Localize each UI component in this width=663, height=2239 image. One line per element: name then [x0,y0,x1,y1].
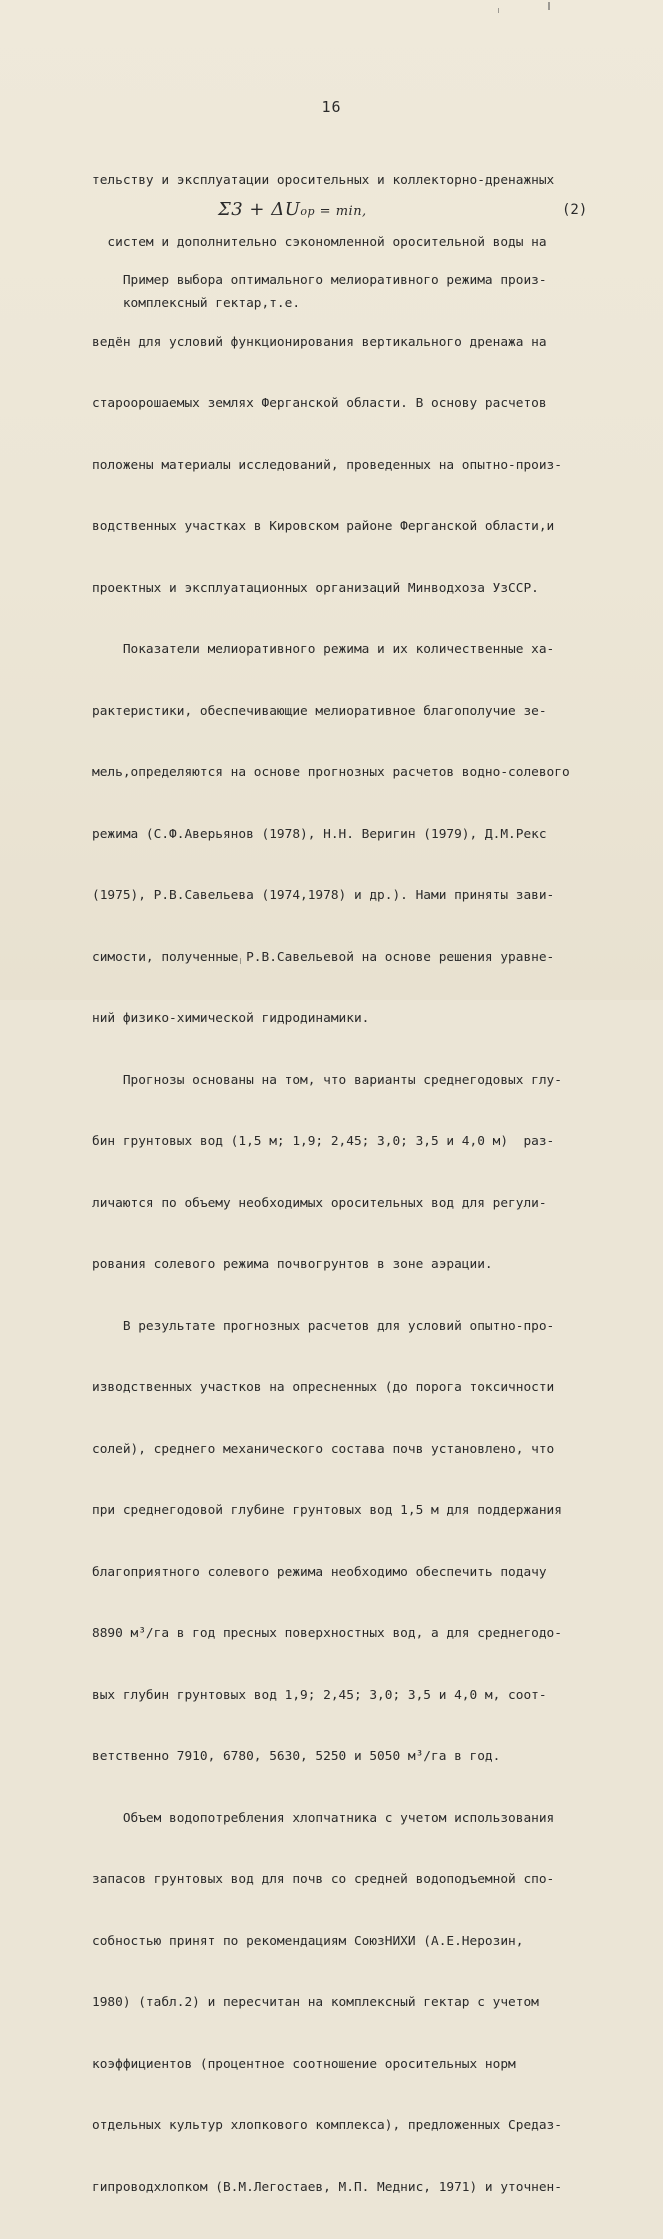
text-line: Прогнозы основаны на том, что варианты среднегодовых глу- [92,1072,562,1088]
text-line: вых глубин грунтовых вод 1,9; 2,45; 3,0; 3,5 и 4,0 м, соот- [92,1687,547,1703]
text-line: запасов грунтовых вод для почв со средней водоподъемной спо- [92,1872,555,1887]
text-line: мель,определяются на основе прогнозных расчетов водно-солевого [92,765,570,780]
text-line: бин грунтовых вод (1,5 м; 1,9; 2,45; 3,0; 3,5 и 4,0 м) раз- [92,1134,555,1149]
formula [218,199,367,220]
formula-tail: = min, [315,204,367,219]
formula-main: Σ3 + ΔU [218,199,301,220]
text-line: В результате прогнозных расчетов для условий опытно-про- [92,1318,555,1334]
text-line: тельству и эксплуатации оросительных и коллекторно-дренажных [92,173,555,188]
text-line: собностью принят по рекомендациям СоюзНИХИ (А.Е.Нерозин, [92,1933,524,1949]
text-line: положены материалы исследований, проведенных на опытно-произ- [92,457,562,473]
text-line: симости, полученные Р.В.Савельевой на основе решения уравне- [92,949,555,965]
text-line: ветственно 7910, 6780, 5630, 5250 и 5050 м³/га в год. [92,1749,501,1764]
text-line: 1980) (табл.2) и пересчитан на комплексный гектар с учетом [92,1995,539,2010]
text-line: водственных участках в Кировском районе Ферганской области,и [92,519,555,534]
text-line: комплексный гектар,т.е. [92,296,301,311]
text-line: Пример выбора оптимального мелиоративного режима произ- [92,273,547,288]
text-block-main [92,230,592,2239]
text-line: рования солевого режима почвогрунтов в зоне аэрации. [92,1257,493,1272]
text-line: гипроводхлопком (В.М.Легостаев, М.П. Меднис, 1971) и уточнен- [92,2179,562,2195]
text-line: солей), среднего механического состава почв установлено, что [92,1441,555,1457]
text-line: (1975), Р.В.Савельева (1974,1978) и др.). Нами приняты зави- [92,888,555,903]
scan-mark [548,2,550,10]
text-line: ний физико-химической гидродинамики. [92,1011,370,1026]
text-line: староорошаемых землях Ферганской области. В основу расчетов [92,396,547,411]
text-line: отдельных культур хлопкового комплекса), предложенных Средаз- [92,2118,562,2133]
text-line: благоприятного солевого режима необходимо обеспечить подачу [92,1564,547,1580]
text-line: систем и дополнительно сэкономленной оросительной воды на [92,234,547,250]
text-line: изводственных участков на опресненных (до порога токсичности [92,1380,555,1395]
text-line: Объем водопотребления хлопчатника с учетом использования [92,1810,555,1826]
text-line: проектных и эксплуатационных организаций Минводхоза УзССР. [92,580,539,596]
scan-mark [498,8,499,13]
formula-subscript: op [300,205,316,218]
text-line: Показатели мелиоративного режима и их количественные ха- [92,642,555,657]
text-line: 8890 м³/га в год пресных поверхностных вод, а для среднегодо- [92,1626,562,1641]
text-line: коэффициентов (процентное соотношение оросительных норм [92,2056,516,2072]
text-line: при среднегодовой глубине грунтовых вод 1,5 м для поддержания [92,1503,562,1518]
text-line: личаются по объему необходимых оросительных вод для регули- [92,1195,547,1211]
text-line: ведён для условий функционирования вертикального дренажа на [92,334,547,350]
page-number: 16 [321,98,342,116]
equation-number: (2) [562,202,588,218]
text-line: рактеристики, обеспечивающие мелиоративное благополучие зе- [92,703,547,719]
text-line: режима (С.Ф.Аверьянов (1978), Н.Н. Веригин (1979), Д.М.Рекс [92,826,547,842]
